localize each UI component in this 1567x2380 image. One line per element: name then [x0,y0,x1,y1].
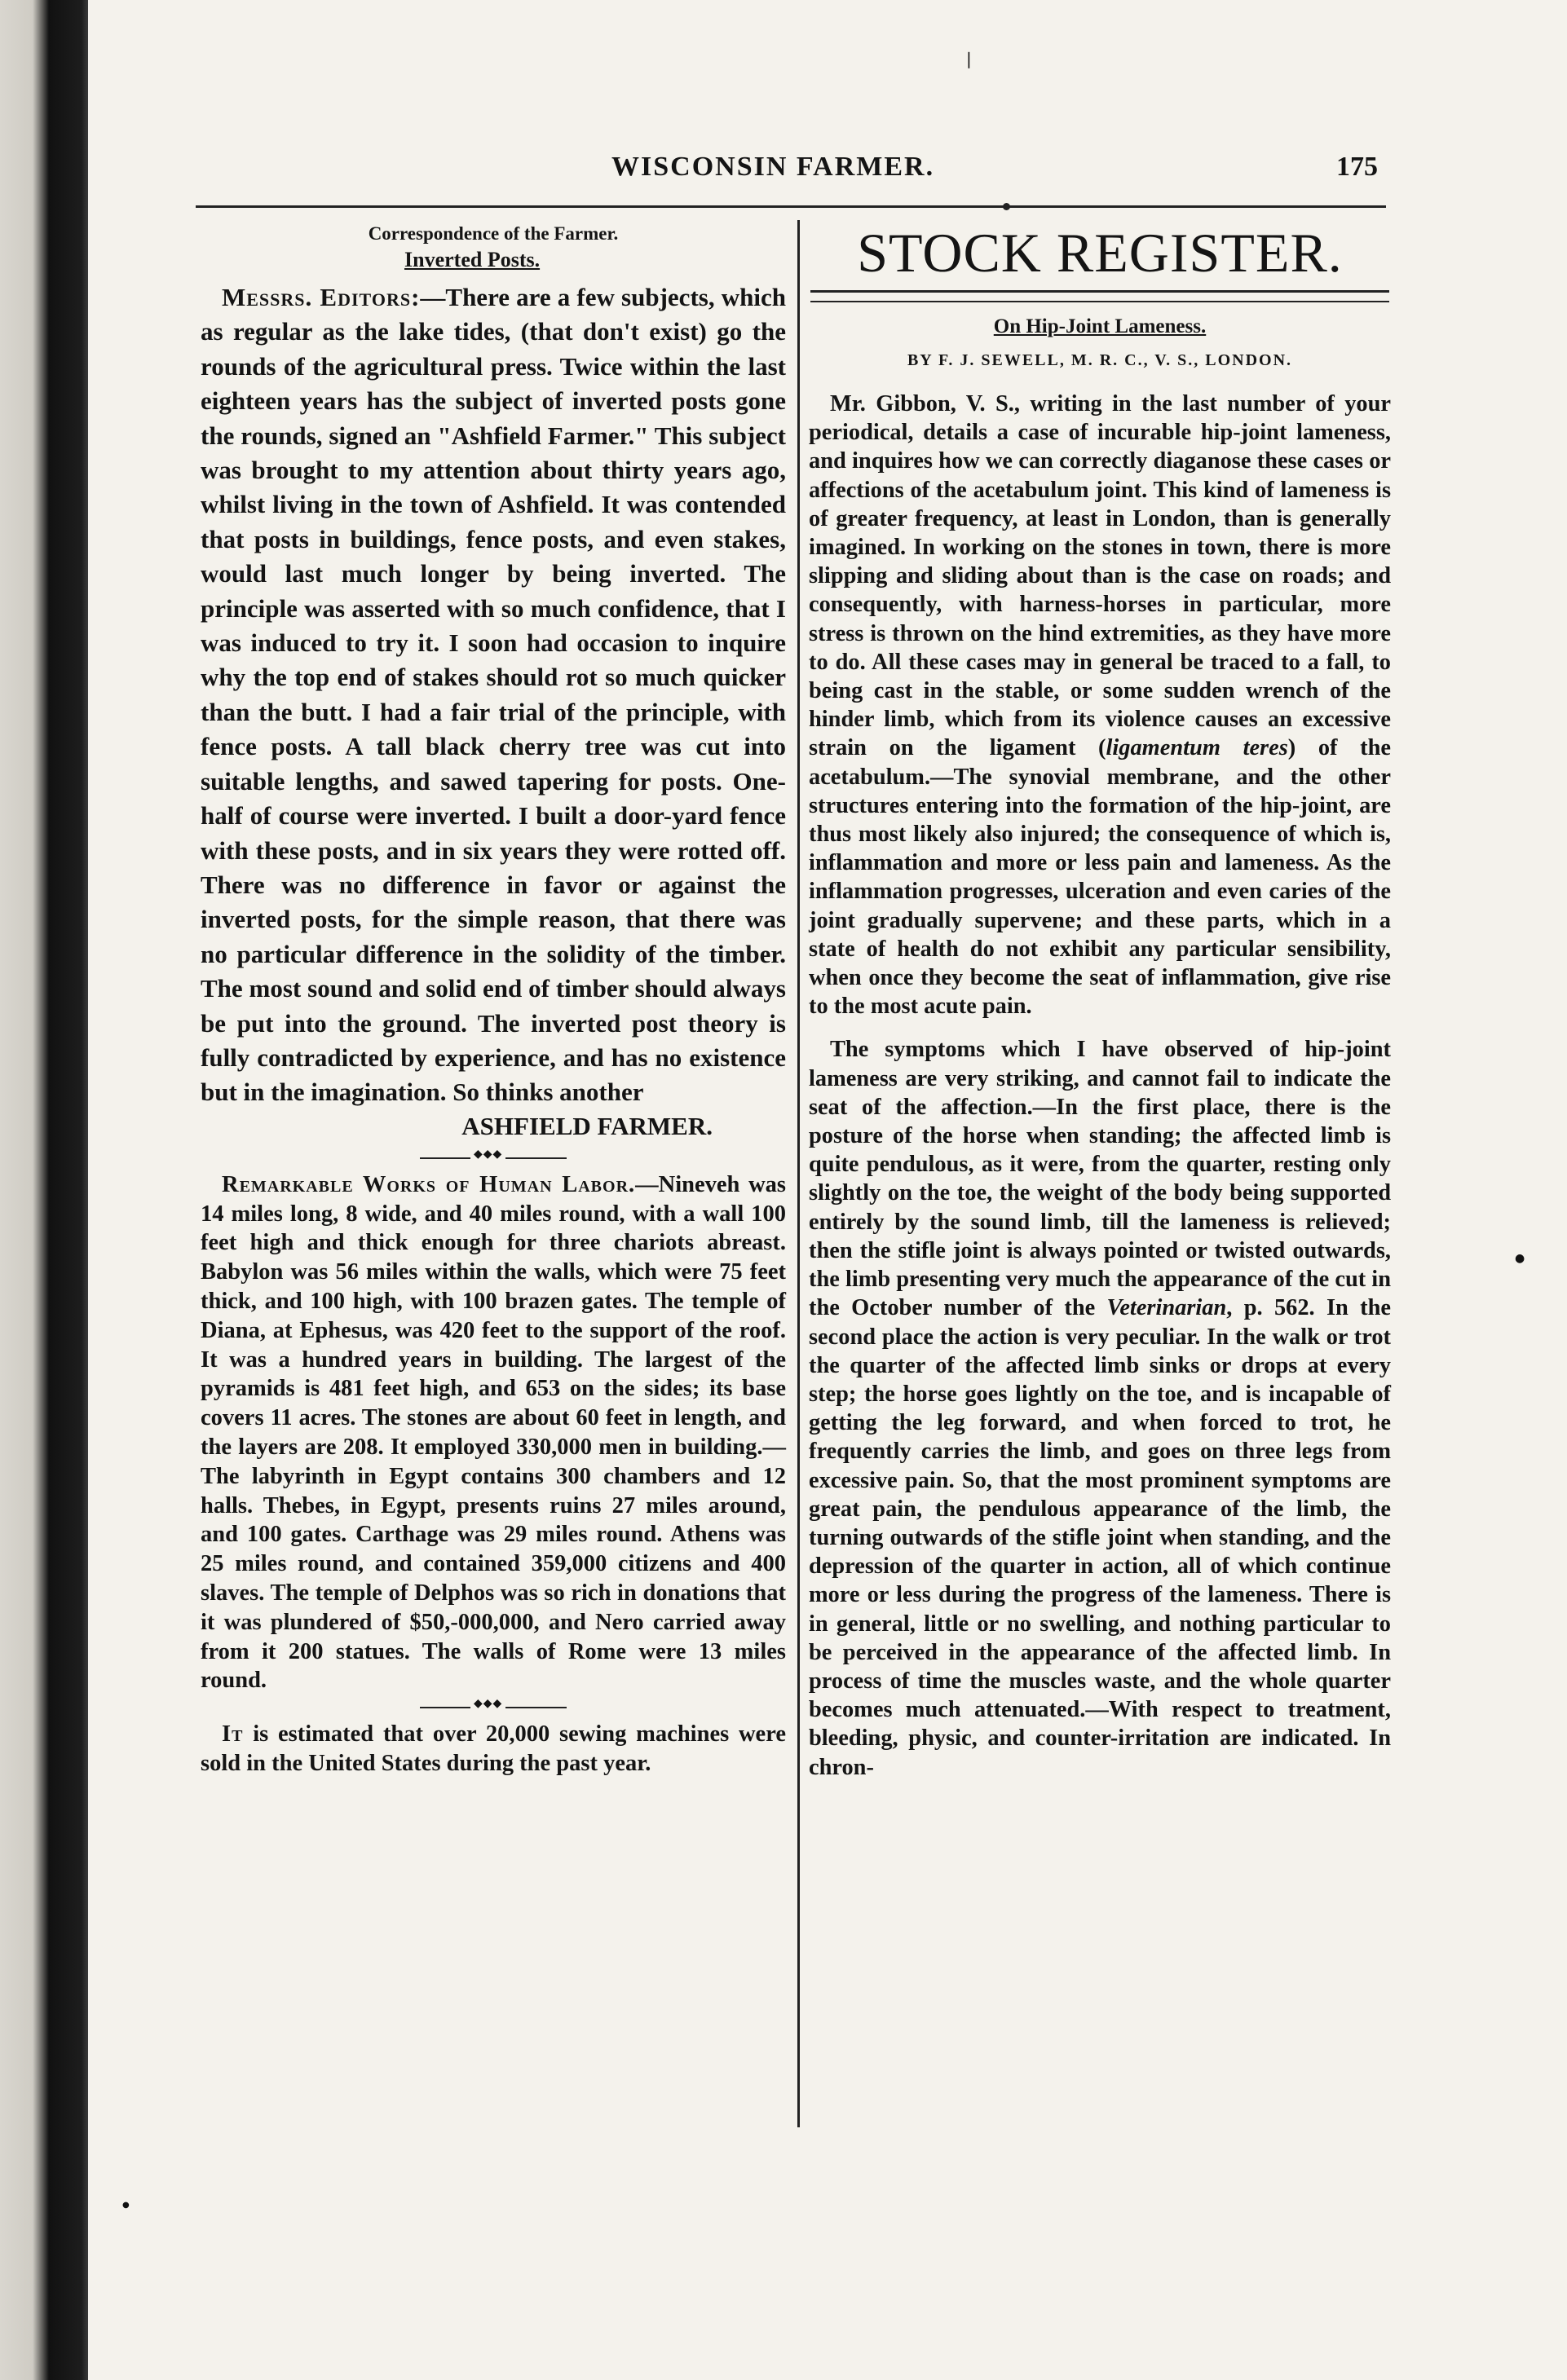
right-column [809,220,1391,1782]
header-rule [196,205,1386,208]
running-header [220,152,1378,201]
ink-speck: ● [122,2201,130,2210]
letter-body: —There are a few subjects, which as regular as the lake tides, (that don't exist) go the rounds of the agricultural press. Twice within the last eighteen years has the subject of inverted posts gone the rounds, signed an "Ashfield Farmer." This subject was brought to my attention about thirty years ago, whilst living in the town of Ashfield. It was contended that posts in buildings, fence posts, and even stakes, would last much longer by being inverted. The principle was asserted with so much confidence, that I was induced to try it. I soon had occasion to inquire why the top end of stakes should rot so much quicker than the butt. I had a fair trial of the principle, with fence posts. A tall black cherry tree was cut into suitable lengths, and sawed tapering for posts. One-half of course were inverted. I built a door-yard fence with these posts, and in six years they were rotted off. There was no difference in favor or against the inverted posts, for the simple reason, that there was no particular difference in the solidity of the timber. The most sound and solid end of timber should always be put into the ground. The inverted post theory is fully contradicted by experience, and has no existence but in the imagination. So thinks another [201,283,786,1107]
correspondence-label: Correspondence of the Farmer. [368,223,619,244]
letter-signature: ASHFIELD FARMER. [461,1111,713,1140]
para1-text: Mr. Gibbon, V. S., writing in the last number of your periodical, details a case of incurable hip-joint lameness, and inquires how we can correctly diaganose these cases or affections of the acetabulum joint. This kind of lameness is of greater frequency, at least in London, than is generally imagined. In working on the stones in town, there is more slipping and sliding about than is the case on roads; and consequently, with harness-horses in particular, more stress is thrown on the hind extremities, as they have more to do. All these cases may in general be traced to a fall, to being cast in the stable, or some sudden wrench of the hinder limb, which from its violence causes an excessive strain on the ligament ( [809,391,1391,761]
hip-joint-paragraph-2 [809,1035,1391,1781]
ink-speck: ● [1515,1252,1525,1265]
journal-title: WISCONSIN FARMER. [611,152,935,182]
article-byline: BY F. J. SEWELL, M. R. C., V. S., LONDON. [907,351,1293,369]
section-title-stock-register: STOCK REGISTER. [857,222,1343,284]
section-double-rule [810,290,1389,302]
left-column [201,220,786,1778]
sewing-lead: It [222,1721,244,1748]
sewing-machines-note [201,1720,786,1778]
para2-text-end: , p. 562. In the second place the action is very peculiar. In the walk or trot the quarter of the affected limb sinks or drops at every step; the horse goes lightly on the toe, and is incapable of getting the leg forward, and when forced to trot, he frequently carries the limb, and goes on three legs from excessive pain. So, that the most prominent symptoms are great pain, the pendulous appearance of the limb, the turning outwards of the stifle joint when standing, and the depression of the quarter in action, all of which continue more or less during the progress of the lameness. There is in general, little or no swelling, and nothing particular to be perceived in the appearance of the affected limb. In process of time the muscles waste, and the whole quarter becomes much attenuated.—With respect to treatment, bleeding, physic, and counter-irritation are indicated. In chron- [809,1295,1391,1780]
para1-text-end: ) of the acetabulum.—The synovial membrane, and the other structures entering into the formation of the hip-joint, are thus most likely also injured; the consequence of which is, inflammation and more or less pain and lameness. As the inflammation progresses, ulceration and even caries of the joint gradually supervene; and these parts, which in a state of health do not exhibit any particular sensibility, when once they become the seat of inflammation, give rise to the most acute pain. [809,735,1392,1020]
section-ornament [420,1153,567,1164]
hip-joint-paragraph-1 [809,390,1391,1020]
labor-body: —Nineveh was 14 miles long, 8 wide, and 40 miles round, with a wall 100 feet high and thick enough for three chariots abreast. Babylon was 56 miles within the walls, which were 75 feet thick, and 100 high, with 100 brazen gates. The temple of Diana, at Ephesus, was 420 feet to the support of the roof. It was a hundred years in building. The largest of the pyramids is 481 feet high, and 653 on the sides; its base covers 11 acres. The stones are about 60 feet in length, and the layers are 208. It employed 330,000 men in building.—The labyrinth in Egypt contains 300 chambers and 12 halls. Thebes, in Egypt, presents ruins 27 miles around, and 100 gates. Carthage was 29 miles round. Athens was 25 miles round, and contained 359,000 citizens and 400 slaves. The temple of Delphos was so rich in donations that it was plundered of $50,-000,000, and Nero carried away from it 200 statues. The walls of Rome were 13 miles round. [201,1171,786,1694]
para1-italic-term: ligamentum teres [1106,735,1288,761]
sewing-body: is estimated that over 20,000 sewing machines were sold in the United States during the past year. [201,1721,786,1776]
column-divider [797,220,800,2127]
para2-text: The symptoms which I have observed of hip-joint lameness are very striking, and cannot fail to indicate the seat of the affection.—In the first place, there is the posture of the horse when standing; the affected limb is quite pendulous, as it were, from the quarter, resting only slightly on the toe, the weight of the body being supported entirely by the sound limb, till the lameness is relieved; then the stifle joint is always pointed or twisted outwards, the limb presenting very much the appearance of the cut in the October number of the [809,1037,1391,1321]
section-ornament [420,1702,567,1713]
article-title-inverted-posts: Inverted Posts. [404,248,541,271]
article-title-hip-joint: On Hip-Joint Lameness. [993,315,1207,337]
page-number: 175 [1336,152,1378,182]
labor-heading: Remarkable Works of Human Labor. [222,1171,636,1197]
inverted-posts-letter [201,280,786,1110]
human-labor-article [201,1170,786,1695]
letter-salutation: Messrs. Editors: [222,283,421,311]
ink-speck: ❘ [962,49,976,68]
para2-italic-term: Veterinarian [1106,1295,1227,1321]
